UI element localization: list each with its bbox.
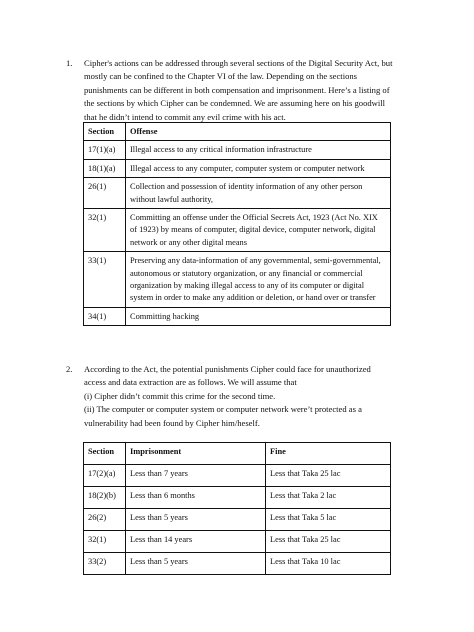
table-row	[84, 487, 391, 509]
paragraph-1	[84, 57, 406, 124]
cell-section: 32(1)	[84, 531, 126, 553]
offense-line: without lawful authority,	[130, 194, 213, 204]
cell-fine: Less that Taka 10 lac	[266, 553, 391, 575]
paragraph-line: Cipher's actions can be addressed through several sections of the Digital Security Act, but	[84, 58, 393, 68]
list-number: 2.	[66, 364, 73, 374]
paragraph-line: punishments can be different in both compensation and imprisonment. Here’s a listing of	[84, 84, 390, 95]
offense-table	[83, 122, 391, 326]
offense-line: Committing hacking	[130, 311, 200, 321]
header-section: Section	[84, 443, 126, 465]
cell-offense	[126, 159, 391, 177]
cell-section: 17(1)(a)	[84, 141, 126, 159]
paragraph-line: the sections by which Cipher can be condemned. We are assuming here on his goodwill	[84, 98, 386, 109]
table-row	[84, 509, 391, 531]
header-section: Section	[84, 123, 126, 141]
paragraph-line: that he didn’t intend to commit any evil crime with his act.	[84, 111, 286, 122]
offense-line: Illegal access to any critical information infrastructure	[130, 145, 312, 155]
cell-imprisonment: Less than 7 years	[126, 465, 266, 487]
cell-offense	[126, 178, 391, 209]
table-header-row	[84, 443, 391, 465]
table-row	[84, 307, 391, 325]
paragraph-line: (ii) The computer or computer system or computer network were’t protected as a	[84, 404, 362, 415]
table-row	[84, 465, 391, 487]
cell-imprisonment: Less than 6 months	[126, 487, 266, 509]
list-item-1	[66, 57, 406, 124]
cell-fine: Less that Taka 2 lac	[266, 487, 391, 509]
cell-offense	[126, 252, 391, 308]
table-row	[84, 178, 391, 209]
paragraph-line: According to the Act, the potential punishments Cipher could face for unauthorized	[84, 364, 371, 374]
cell-section: 18(1)(a)	[84, 159, 126, 177]
table-row	[84, 531, 391, 553]
list-item-2	[66, 363, 406, 430]
paragraph-line: access and data extraction are as follows. We will assume that	[84, 377, 297, 388]
offense-line: autonomous or statutory organization, or any financial or commercial	[130, 268, 363, 278]
cell-section: 32(1)	[84, 209, 126, 252]
cell-section: 26(2)	[84, 509, 126, 531]
offense-line: of 1923) by means of computer, digital device, computer network, digital	[130, 225, 376, 235]
cell-offense	[126, 307, 391, 325]
cell-offense	[126, 141, 391, 159]
cell-offense	[126, 209, 391, 252]
cell-section: 17(2)(a)	[84, 465, 126, 487]
cell-imprisonment: Less than 14 years	[126, 531, 266, 553]
table-row	[84, 553, 391, 575]
paragraph-2	[84, 363, 406, 430]
table-row	[84, 159, 391, 177]
paragraph-line: mostly can be confined to the Chapter VI of the law. Depending on the sections	[84, 71, 358, 82]
offense-line: network or any other digital means	[130, 237, 247, 247]
offense-line: Collection and possession of identity information of any other person	[130, 182, 363, 192]
paragraph-line: (i) Cipher didn’t commit this crime for the second time.	[84, 390, 276, 401]
offense-line: organization by making illegal access to any of its computer or digital	[130, 281, 365, 291]
cell-section: 33(2)	[84, 553, 126, 575]
cell-section: 34(1)	[84, 307, 126, 325]
header-fine: Fine	[266, 443, 391, 465]
table-row	[84, 252, 391, 308]
cell-section: 26(1)	[84, 178, 126, 209]
list-number: 1.	[66, 58, 73, 68]
paragraph-line: vulnerability had been found by Cipher him/heself.	[84, 417, 260, 428]
offense-line: Committing an offense under the Official Secrets Act, 1923 (Act No. XIX	[130, 213, 378, 223]
cell-imprisonment: Less than 5 years	[126, 553, 266, 575]
cell-fine: Less that Taka 25 lac	[266, 531, 391, 553]
table-row	[84, 209, 391, 252]
offense-line: Preserving any data-information of any governmental, semi-governmental,	[130, 256, 381, 266]
cell-section: 33(1)	[84, 252, 126, 308]
cell-fine: Less that Taka 5 lac	[266, 509, 391, 531]
offense-line: system in order to make any addition or deletion, or hand over or transfer	[130, 293, 376, 303]
punishment-table	[83, 442, 391, 575]
header-offense: Offense	[126, 123, 391, 141]
cell-fine: Less that Taka 25 lac	[266, 465, 391, 487]
offense-line: Illegal access to any computer, computer system or computer network	[130, 163, 365, 173]
cell-imprisonment: Less than 5 years	[126, 509, 266, 531]
cell-section: 18(2)(b)	[84, 487, 126, 509]
table-row	[84, 141, 391, 159]
header-imprisonment: Imprisonment	[126, 443, 266, 465]
table-header-row	[84, 123, 391, 141]
